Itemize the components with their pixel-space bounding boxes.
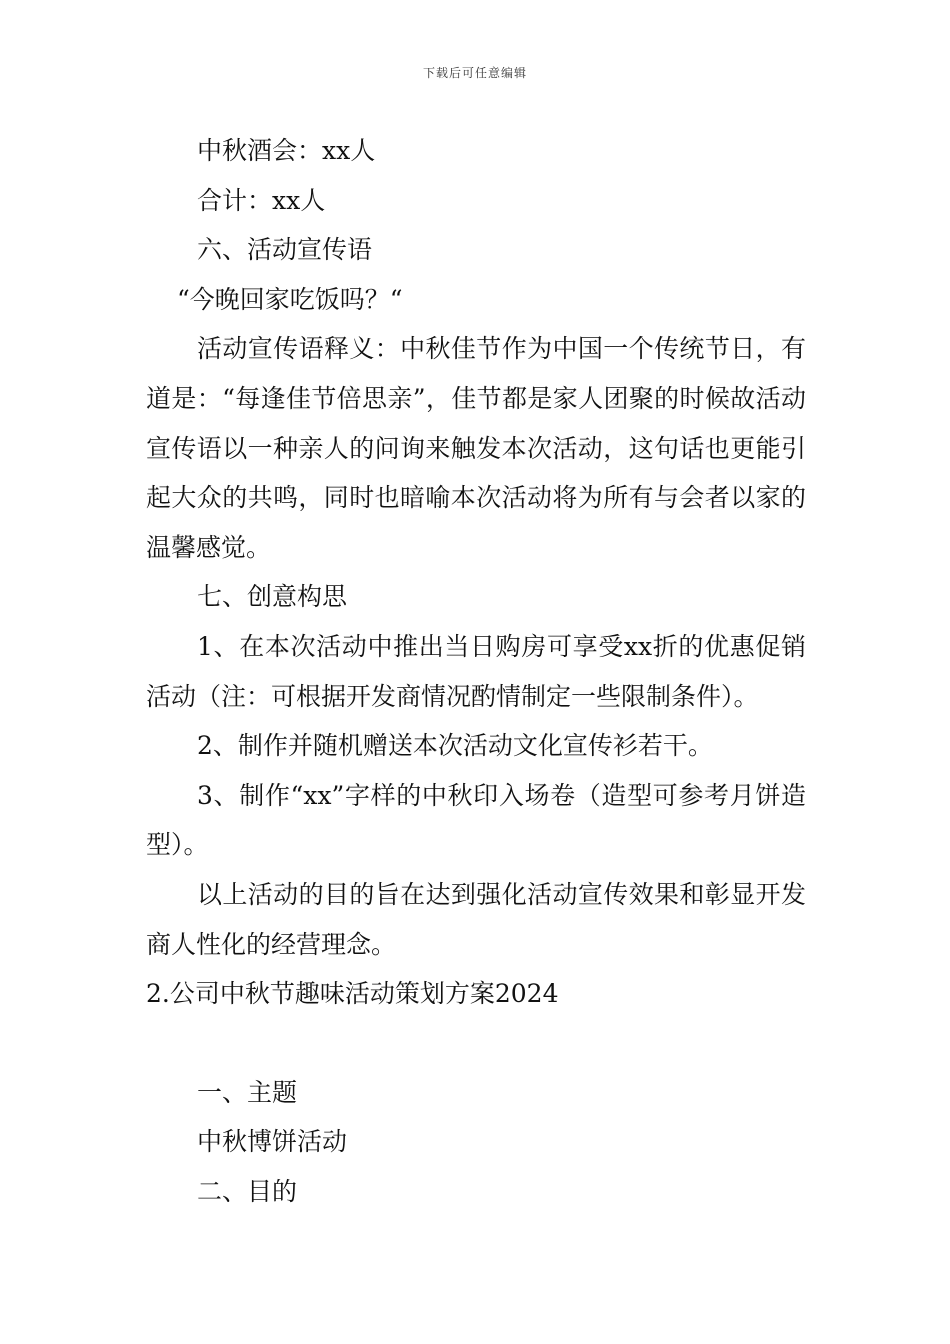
- paragraph-creative-item-2: 2、制作并随机赠送本次活动文化宣传衫若干。: [197, 731, 713, 761]
- section-heading-goal: 二、目的: [197, 1176, 298, 1206]
- paragraph-slogan: “今晚回家吃饭吗？“: [177, 284, 403, 314]
- document-title-2: 2.公司中秋节趣味活动策划方案2024: [146, 979, 559, 1009]
- paragraph-theme: 中秋博饼活动: [197, 1127, 348, 1157]
- page-header: 下载后可任意编辑: [422, 66, 527, 80]
- paragraph-mid-autumn-banquet: 中秋酒会：xx人: [197, 136, 376, 165]
- paragraph-total: 合计：xx人: [197, 185, 326, 215]
- blank-line: [146, 1019, 806, 1068]
- section-heading-theme: 一、主题: [197, 1077, 298, 1107]
- section-heading-slogan: 六、活动宣传语: [197, 235, 373, 265]
- paragraph-creative-item-1: 1、在本次活动中推出当日购房可享受xx折的优惠促销活动（注：可根据开发商情况酌情制定一些限制条件）。: [146, 631, 806, 711]
- section-heading-creative: 七、创意构思: [197, 582, 348, 612]
- paragraph-slogan-explanation: 活动宣传语释义：中秋佳节作为中国一个传统节日，有道是：“每逢佳节倍思亲”，佳节都是家人团聚的时候故活动宣传语以一种亲人的问询来触发本次活动，这句话也更能引起大众的共鸣，同时也暗喻本次活动将为所有与会者以家的温馨感觉。: [146, 334, 806, 562]
- document-body: [146, 126, 806, 1216]
- paragraph-creative-item-3: 3、制作“xx”字样的中秋印入场卷（造型可参考月饼造型）。: [146, 780, 806, 860]
- paragraph-purpose-summary: 以上活动的目的旨在达到强化活动宣传效果和彰显开发商人性化的经营理念。: [146, 879, 806, 959]
